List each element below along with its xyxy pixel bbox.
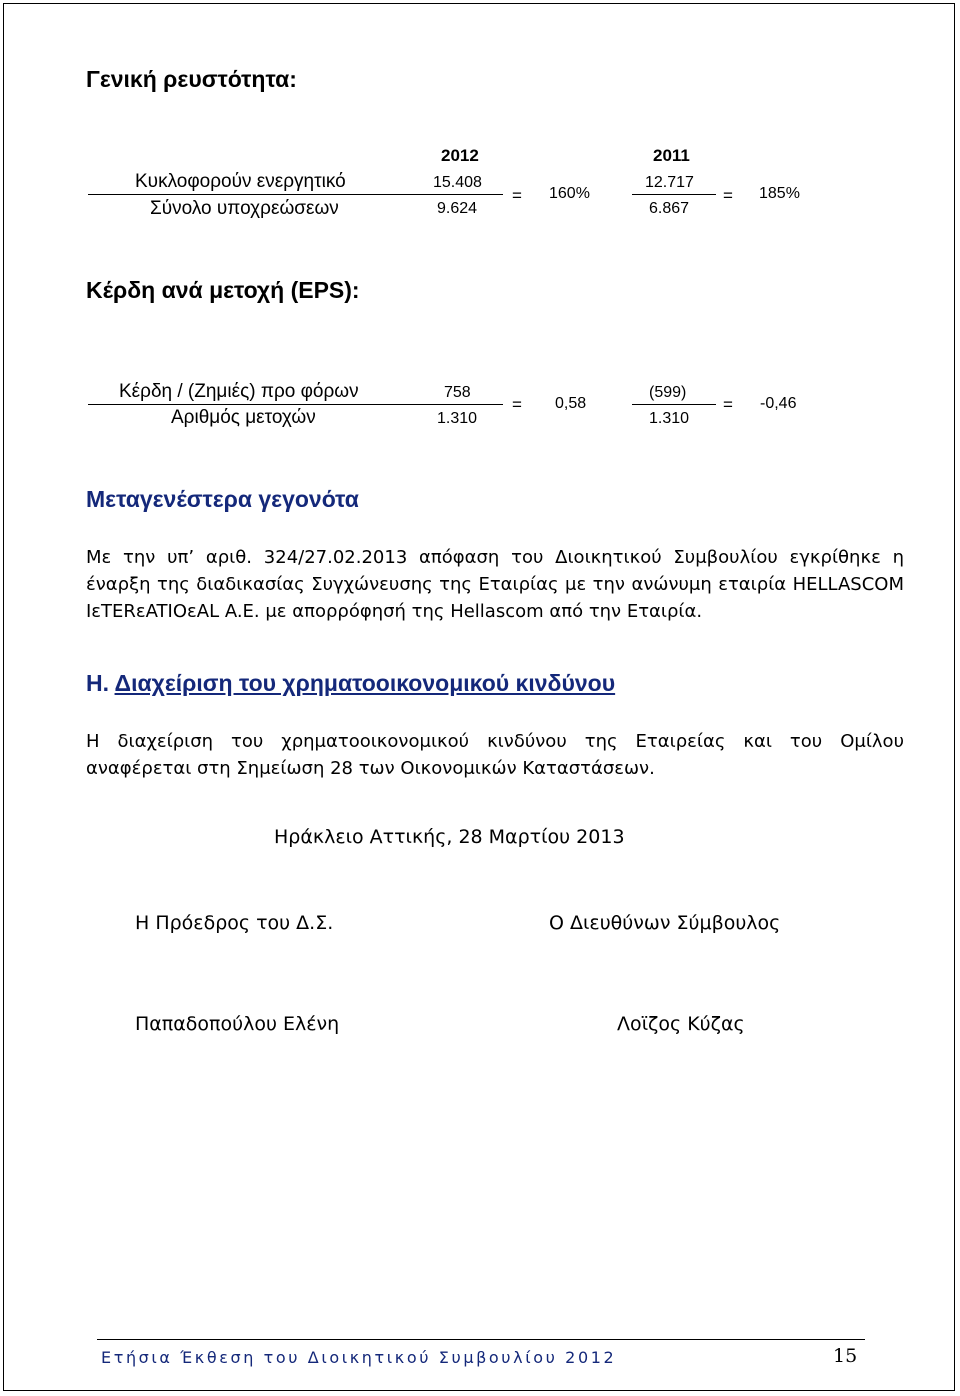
eps-2012-result: 0,58 (555, 395, 587, 412)
liquidity-fraction-line-2012 (88, 194, 503, 195)
risk-heading-title: Διαχείριση του χρηματοοικονομικού κινδύνου (114, 670, 616, 696)
liquidity-year-2011: 2011 (653, 146, 690, 165)
risk-paragraph (86, 728, 904, 782)
risk-heading (86, 670, 615, 697)
eps-fraction-line-2012 (88, 404, 503, 405)
liquidity-numerator-label: Κυκλοφορούν ενεργητικό (135, 171, 346, 192)
eps-denominator-label: Αριθμός μετοχών (171, 407, 316, 428)
signature-right-title: Ο Διευθύνων Σύμβουλος (549, 912, 781, 934)
liquidity-2012-equals: = (512, 186, 522, 205)
eps-numerator-label: Κέρδη / (Ζημιές) προ φόρων (119, 381, 359, 402)
liquidity-denominator-label: Σύνολο υποχρεώσεων (150, 198, 339, 219)
signature-right-name: Λοϊζος Κύζας (617, 1013, 745, 1035)
risk-line-1: Η διαχείριση του χρηματοοικονομικού κινδύνου της Εταιρείας και του Ομίλου (86, 731, 904, 752)
liquidity-2011-equals: = (723, 186, 733, 205)
liquidity-2011-denominator: 6.867 (649, 200, 690, 217)
liquidity-2012-numerator: 15.408 (433, 174, 482, 191)
liquidity-2012-denominator: 9.624 (437, 200, 478, 217)
eps-2012-equals: = (512, 395, 522, 414)
liquidity-fraction-line-2011 (632, 194, 716, 195)
eps-2011-result: -0,46 (760, 395, 797, 412)
footer-rule (97, 1339, 865, 1340)
eps-heading: Κέρδη ανά μετοχή (EPS): (86, 277, 360, 303)
liquidity-year-2012: 2012 (441, 146, 479, 165)
eps-2011-equals: = (723, 395, 733, 414)
subsequent-events-paragraph (86, 544, 904, 625)
liquidity-2012-result: 160% (549, 185, 590, 202)
subsequent-events-heading: Μεταγενέστερα γεγονότα (86, 486, 359, 512)
signature-left-name: Παπαδοπούλου Ελένη (135, 1013, 340, 1035)
eps-2012-denominator: 1.310 (437, 410, 478, 427)
eps-fraction-line-2011 (632, 404, 716, 405)
subsequent-events-line-3: ΙεTERεATIOεAL A.E. με απορρόφησή της Hellascom από την Εταιρία. (86, 601, 703, 622)
eps-2011-numerator: (599) (649, 384, 687, 401)
eps-2012-numerator: 758 (444, 384, 471, 401)
signature-left-title: Η Πρόεδρος του Δ.Σ. (135, 912, 334, 934)
liquidity-2011-numerator: 12.717 (645, 174, 694, 191)
page-number: 15 (833, 1345, 858, 1367)
footer-report-title: Ετήσια Έκθεση του Διοικητικού Συμβουλίου 2012 (101, 1348, 617, 1367)
risk-line-2: αναφέρεται στη Σημείωση 28 των Οικονομικών Καταστάσεων. (86, 758, 655, 779)
subsequent-events-line-1: Με την υπ’ αριθ. 324/27.02.2013 απόφαση του Διοικητικού Συμβουλίου εγκρίθηκε η (86, 547, 904, 568)
liquidity-2011-result: 185% (759, 185, 800, 202)
place-date: Ηράκλειο Αττικής, 28 Μαρτίου 2013 (274, 826, 625, 848)
eps-2011-denominator: 1.310 (649, 410, 690, 427)
page-border (3, 3, 955, 1391)
risk-heading-number: Η. (86, 670, 109, 696)
liquidity-heading: Γενική ρευστότητα: (86, 66, 297, 92)
subsequent-events-line-2: έναρξη της διαδικασίας Συγχώνευσης της Εταιρίας με την ανώνυμη εταιρία HELLASCOM (86, 574, 904, 595)
